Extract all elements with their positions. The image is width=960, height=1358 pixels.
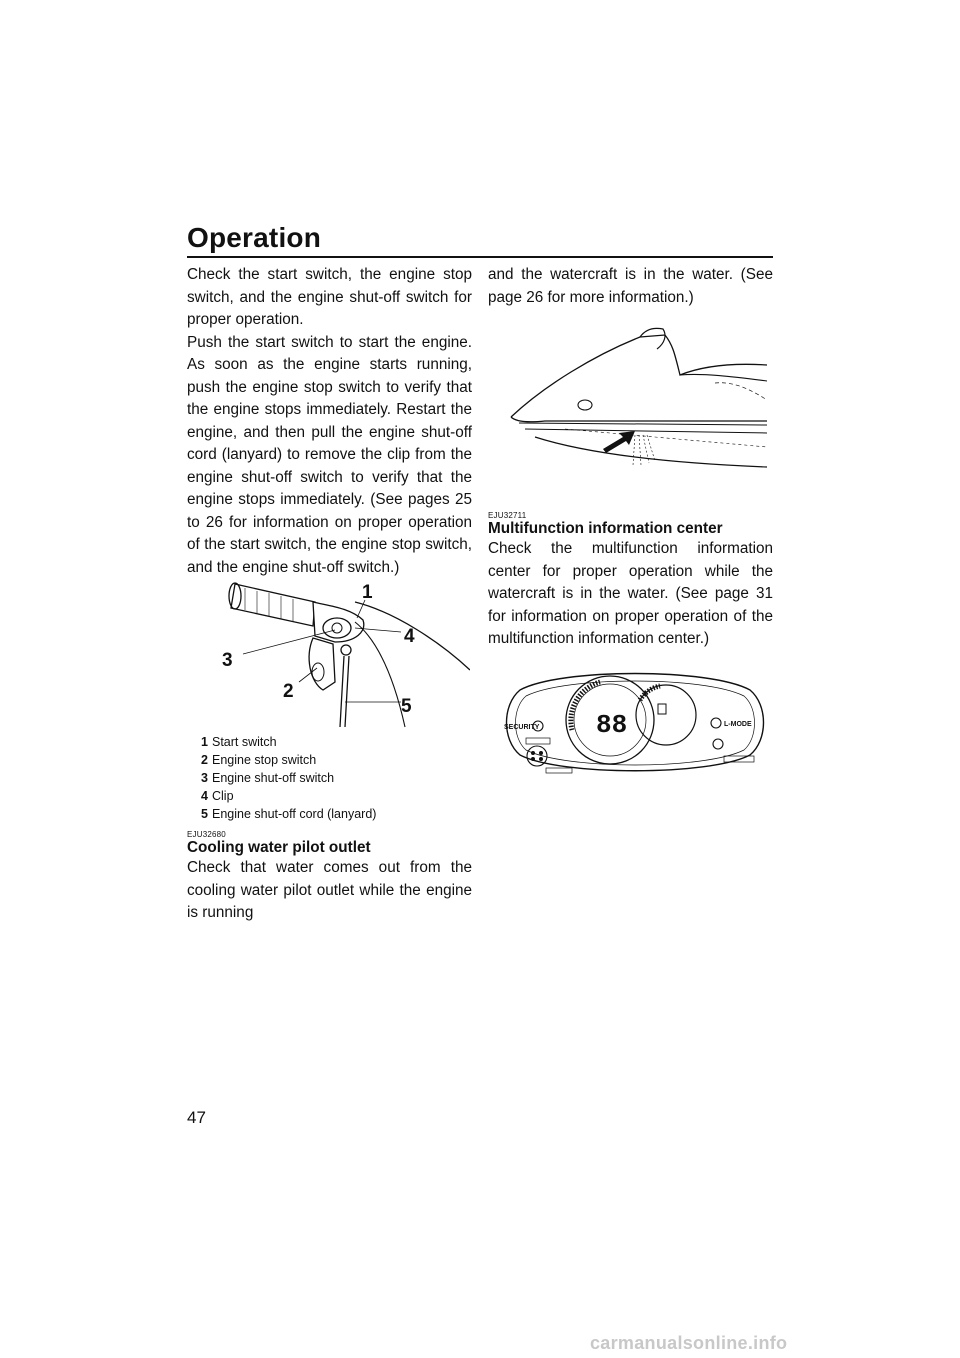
- section-code: EJU32711: [488, 511, 527, 520]
- page-number: 47: [187, 1108, 206, 1127]
- watermark: carmanualsonline.info: [590, 1333, 788, 1353]
- intro-paragraph: Check the start switch, the engine stop switch, and the engine shut-off switch for proper operation.: [187, 266, 472, 328]
- section-body: Check the multifunction information center for proper operation while the watercraft is in the water. (See page 31 for information on proper operation of the multifunction information center.): [488, 540, 773, 647]
- security-label: SECURITY: [504, 724, 540, 731]
- multifunction-info-section: [488, 511, 773, 651]
- meter-digits: 88: [596, 710, 628, 740]
- lmode-label: L-MODE: [724, 721, 752, 728]
- legend-item: 3 Engine shut-off switch: [201, 771, 335, 785]
- right-column-text: [488, 264, 773, 309]
- title-rule: [187, 256, 773, 258]
- legend-item: 2 Engine stop switch: [201, 753, 317, 767]
- page-title: Operation: [187, 222, 322, 253]
- handlebar-switch-illustration: [205, 562, 470, 732]
- callout-4: 4: [404, 626, 415, 647]
- procedure-paragraph: Push the start switch to start the engine. As soon as the engine starts running, push the engine stop switch to verify that the engine stops immediately. Restart the engine, and then pull the engine shut-off cord (lanyard) to remove the clip from the engine shut-off switch to verify that the engine stops immediately. (See pages 25 to 26 for information on proper operation of the start switch, the engine stop switch, and the engine shut-off switch.): [187, 333, 472, 576]
- section-body: Check that water comes out from the cooling water pilot outlet while the engine is running: [187, 859, 472, 921]
- section-heading: Cooling water pilot outlet: [187, 839, 371, 856]
- left-column-text: [187, 264, 472, 579]
- section-heading: Multifunction information center: [488, 520, 723, 537]
- section-code: EJU32680: [187, 830, 226, 839]
- callout-1: 1: [362, 582, 373, 603]
- continuation-paragraph: and the watercraft is in the water. (See page 26 for more information.): [488, 266, 773, 306]
- callout-5: 5: [401, 696, 412, 717]
- multifunction-meter-illustration: [500, 660, 770, 778]
- legend-item: 1 Start switch: [201, 735, 277, 749]
- cooling-water-section: [187, 830, 472, 925]
- legend-item: 4 Clip: [201, 789, 234, 803]
- callout-3: 3: [222, 650, 233, 671]
- figure-legend: [198, 733, 376, 823]
- legend-item: 5 Engine shut-off cord (lanyard): [201, 807, 377, 821]
- lmode-button-icon: [711, 718, 721, 728]
- callout-2: 2: [283, 681, 294, 702]
- watercraft-pilot-outlet-illustration: [505, 325, 770, 485]
